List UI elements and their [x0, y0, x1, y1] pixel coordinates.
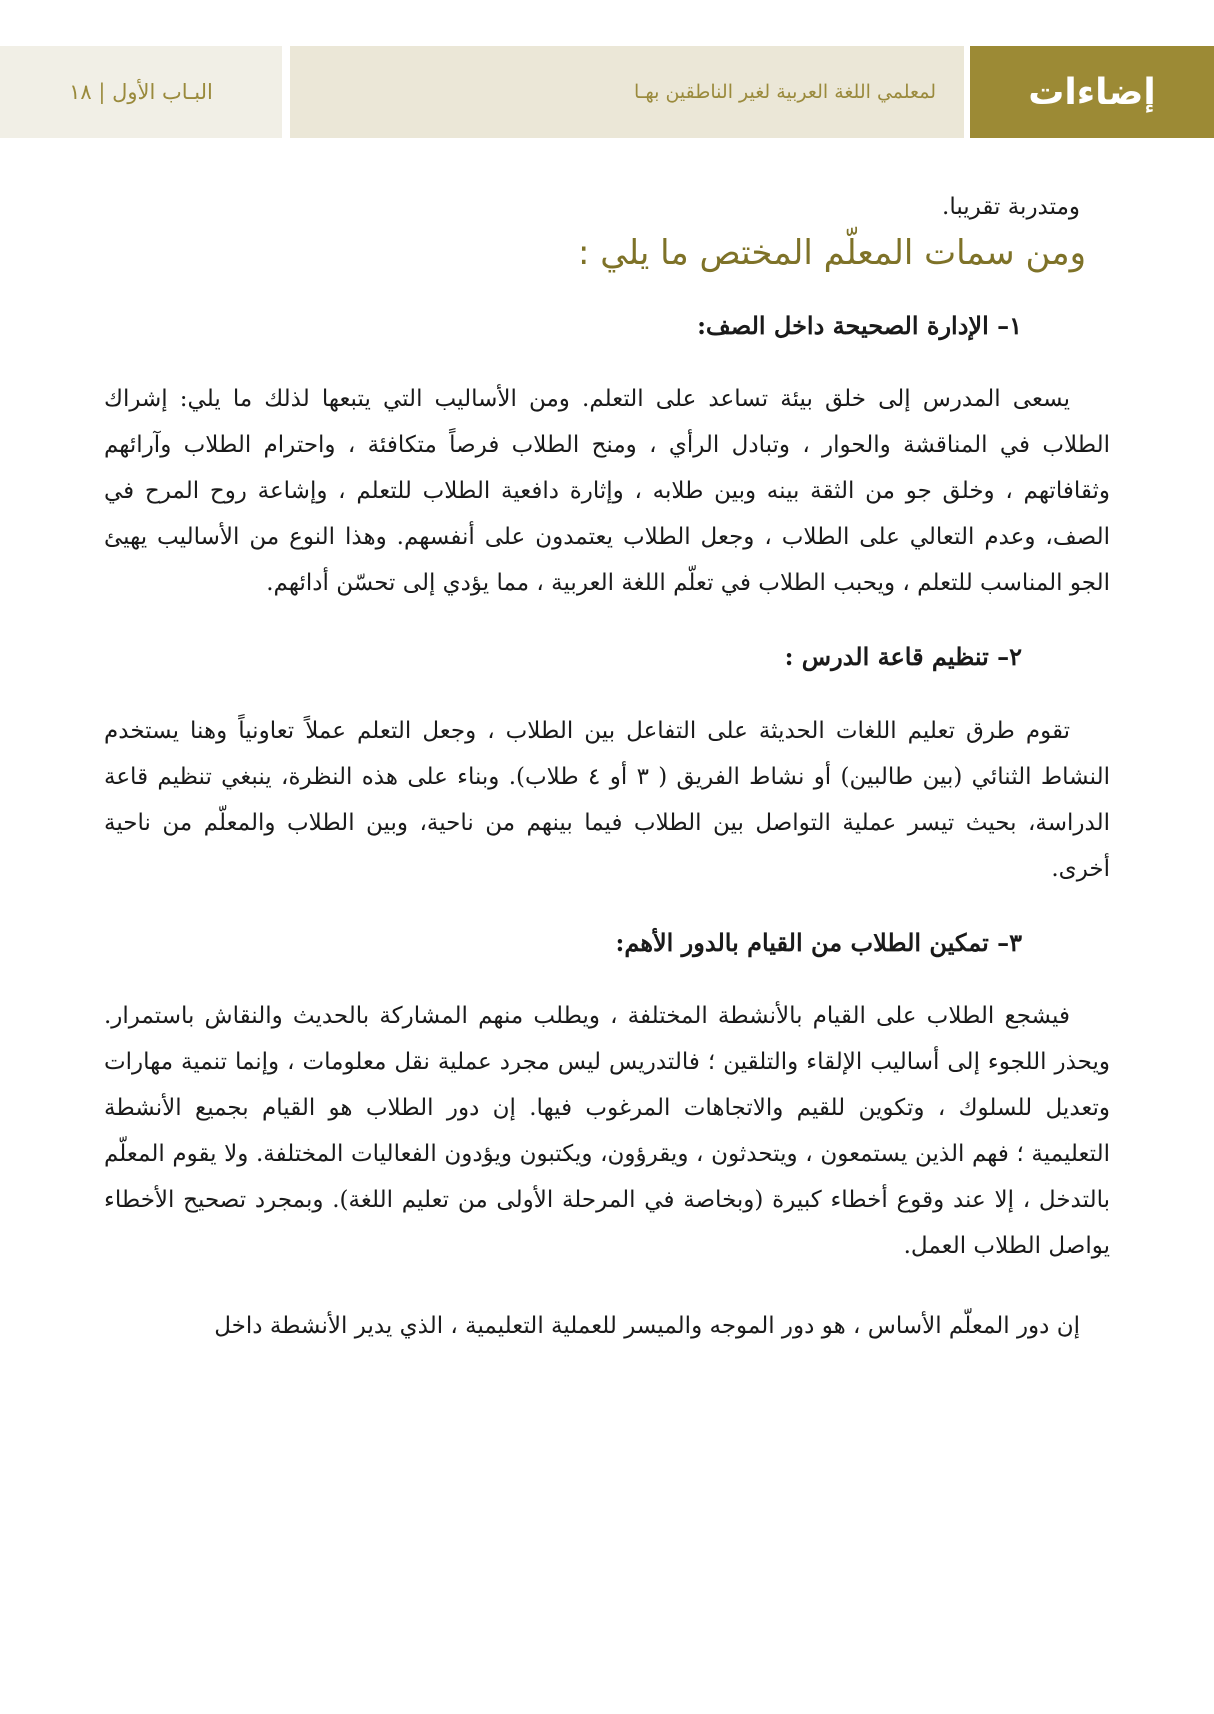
section-title: ومن سمات المعلّم المختص ما يلي : — [577, 232, 1086, 273]
page-number-label: البـاب الأول | ١٨ — [0, 46, 282, 138]
page-body — [104, 190, 1110, 1349]
page-header — [0, 46, 1214, 138]
closing-paragraph: إن دور المعلّم الأساس ، هو دور الموجه والميسر للعملية التعليمية ، الذي يدير الأنشطة داخل — [214, 1313, 1080, 1340]
book-brand-title: إضاءات — [970, 46, 1214, 138]
lead-text: ومتدربة تقريبا. — [942, 194, 1080, 220]
item-heading-2: ٢– تنظيم قاعة الدرس : — [784, 642, 1022, 672]
item-paragraph-2: تقوم طرق تعليم اللغات الحديثة على التفاعل بين الطلاب ، وجعل التعلم عملاً تعاونياً وهنا يستخدم النشاط الثنائي (بين طالبين) أو نشاط الفريق ( ٣ أو ٤ طلاب). وبناء على هذه النظرة، ينبغي تنظيم قاعة الدراسة، بحيث تيسر عملية التواصل بين الطلاب فيما بينهم من ناحية، وبين الطلاب والمعلّم من ناحية أخرى. — [104, 717, 1111, 882]
item-heading-1: ١– الإدارة الصحيحة داخل الصف: — [697, 310, 1022, 340]
item-heading-3: ٣– تمكين الطلاب من القيام بالدور الأهم: — [615, 927, 1022, 957]
item-paragraph-3: فيشجع الطلاب على القيام بالأنشطة المختلفة ، ويطلب منهم المشاركة بالحديث والنقاش باستمرار. ويحذر اللجوء إلى أساليب الإلقاء والتلقين ؛ فالتدريس ليس مجرد عملية نقل معلومات ، وإنما تنمية مهارات وتعديل للسلوك ، وتكوين للقيم والاتجاهات المرغوب فيها. إن دور الطلاب هو القيام بجميع الأنشطة التعليمية ؛ فهم الذين يستمعون ، ويتحدثون ، ويقرؤون، ويكتبون ويؤدون الفعاليات المختلفة. ولا يقوم المعلّم بالتدخل ، إلا عند وقوع أخطاء كبيرة (وبخاصة في المرحلة الأولى من تعليم اللغة). وبمجرد تصحيح الأخطاء يواصل الطلاب العمل. — [104, 1003, 1111, 1260]
book-subtitle: لمعلمي اللغة العربية لغير الناطقين بهـا — [290, 46, 964, 138]
item-paragraph-1: يسعى المدرس إلى خلق بيئة تساعد على التعلم. ومن الأساليب التي يتبعها لذلك ما يلي: إشراك الطلاب في المناقشة والحوار ، وتبادل الرأي ، ومنح الطلاب فرصاً متكافئة ، واحترام الطلاب وآرائهم وثقافاتهم ، وخلق جو من الثقة بينه وبين طلابه ، وإثارة دافعية الطلاب للتعلم ، وإشاعة روح المرح في الصف، وعدم التعالي على الطلاب ، وجعل الطلاب يعتمدون على أنفسهم. وهذا النوع من الأساليب يهيئ الجو المناسب للتعلم ، ويحبب الطلاب في تعلّم اللغة العربية ، مما يؤدي إلى تحسّن أدائهم. — [104, 386, 1110, 597]
